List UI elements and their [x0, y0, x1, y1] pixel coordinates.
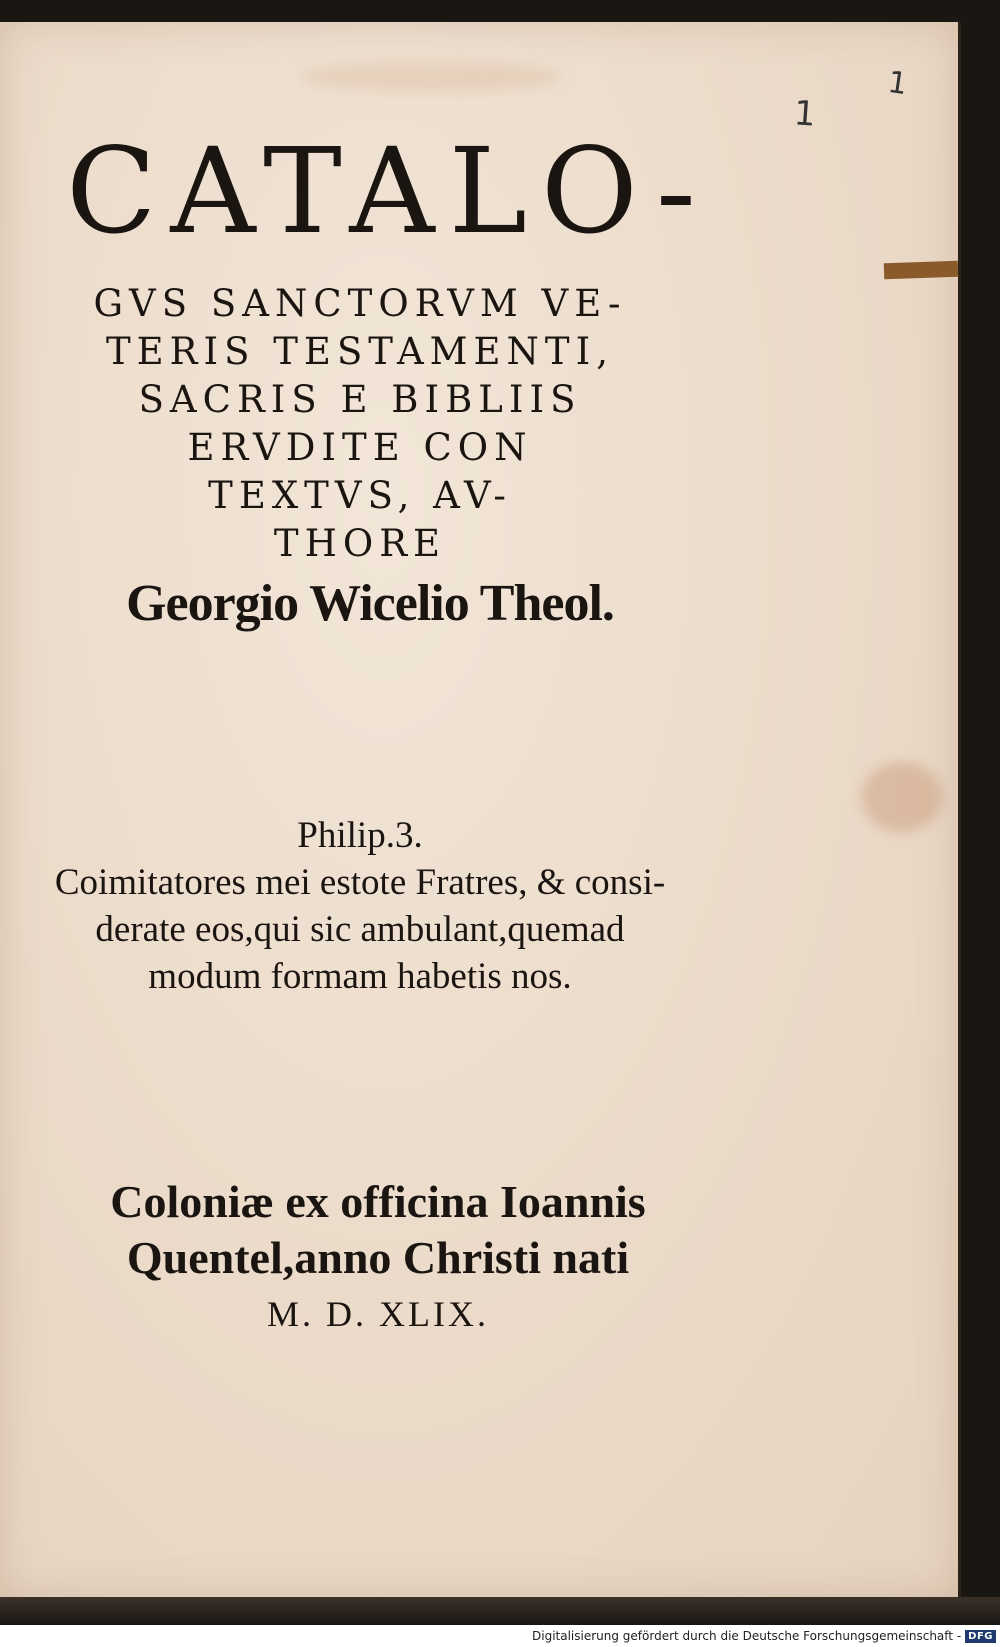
paper-stain [862, 762, 942, 832]
bible-verse [0, 812, 720, 1000]
title-page [0, 22, 961, 1597]
verse-line: modum formam habetis nos. [148, 956, 572, 997]
imprint [0, 1174, 738, 1342]
dfg-logo: DFG [965, 1630, 996, 1643]
folio-number: 1 [885, 64, 910, 103]
paper-stain [300, 62, 560, 92]
imprint-date: M. D. XLIX. [267, 1294, 489, 1334]
verse-line: derate eos,qui sic ambulant,quemad [95, 909, 625, 950]
imprint-line: Quentel,anno Christi nati [126, 1232, 630, 1283]
verse-reference: Philip.3. [297, 815, 423, 856]
subtitle-line: ERVDITE CON [187, 426, 533, 469]
subtitle-line: SACRIS E BIBLIIS [138, 378, 582, 421]
subtitle-line: TEXTVS, AV- [208, 474, 512, 517]
shelf-mark: 1 [792, 93, 818, 135]
verse-line: Coimitatores mei estote Fratres, & consi- [54, 862, 666, 903]
bookmark-strip [884, 261, 959, 280]
subtitle-line: TERIS TESTAMENTI, [105, 330, 614, 373]
subtitle-line: THORE [273, 522, 447, 565]
author-name: Georgio Wicelio Theol. [126, 575, 614, 632]
digitization-credit [0, 1625, 1000, 1647]
imprint-line: Coloniæ ex officina Ioannis [110, 1176, 646, 1227]
title-large: CATALO- [66, 122, 710, 260]
subtitle-line: GVS SANCTORVM VE- [93, 282, 627, 325]
subtitle [0, 280, 720, 568]
book-edge [0, 1597, 1000, 1625]
credit-text: Digitalisierung gefördert durch die Deutsche Forschungsgemeinschaft - [532, 1629, 962, 1643]
